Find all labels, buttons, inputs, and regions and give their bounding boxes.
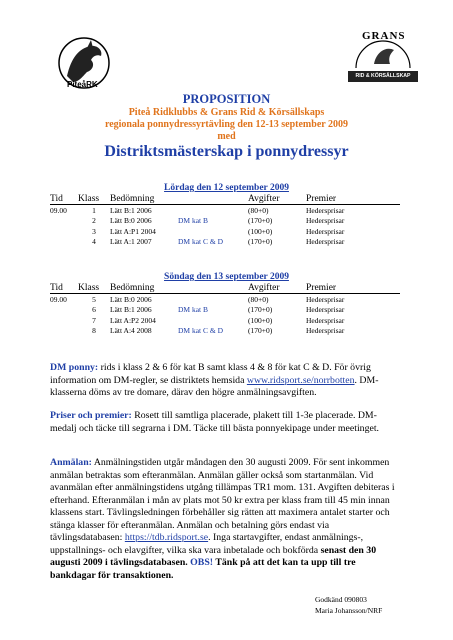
- cell-prize: Hedersprisar: [306, 205, 345, 215]
- cell-dm: DM kat C & D: [178, 326, 223, 336]
- col-premier: Premier: [306, 194, 400, 205]
- col-tid: Tid: [50, 283, 78, 294]
- table-row: [50, 315, 400, 326]
- piteark-logo-text: PiteåRK: [67, 80, 98, 89]
- piteark-logo: [57, 36, 112, 98]
- dm-link[interactable]: www.ridsport.se/norrbotten: [246, 374, 355, 386]
- signup-text-2: . Inga startavgifter, endast anmälnings-, uppstallnings- och elavgifter, vilka ska vara inbetalade och bokförda: [50, 532, 364, 556]
- table-row: [50, 205, 400, 216]
- grans-logo-subtitle: RID & KÖRSÄLLSKAP: [355, 73, 411, 79]
- table-row: [50, 305, 400, 316]
- cell-program: Lätt B:1 2006: [110, 305, 152, 315]
- header-line-2: regionala ponnydressyrtävling den 12-13 september 2009: [104, 119, 349, 130]
- signup-deadline: senast den 30 augusti 2009 i tävlingsdatabasen.: [50, 544, 377, 568]
- col-avgifter: Avgifter: [248, 283, 306, 294]
- saturday-heading: Lördag den 12 september 2009: [164, 183, 289, 193]
- cell-prize: Hedersprisar: [306, 305, 345, 315]
- cell-tid: [50, 237, 78, 248]
- table-header-row: [50, 283, 400, 294]
- header-line-3: med: [217, 131, 236, 142]
- header-line-1: Piteå Ridklubbs & Grans Rid & Körsällskaps: [128, 107, 325, 118]
- table-row: [50, 326, 400, 337]
- cell-klass: 8: [92, 326, 96, 336]
- tdb-link[interactable]: https://tdb.ridsport.se: [124, 532, 209, 543]
- cell-program: Lätt B:0 2006: [110, 216, 152, 226]
- cell-program: Lätt A:4 2008: [110, 326, 152, 336]
- cell-tid: [50, 226, 78, 237]
- col-avgifter: Avgifter: [248, 194, 306, 205]
- cell-fee: (100+0): [248, 315, 273, 325]
- dm-text-2: . DM-klasserna döms av tre domare, därav den högre anmälningsavgiften.: [50, 374, 379, 398]
- signup-label: Anmälan:: [50, 457, 92, 468]
- approval-signatory: Maria Johansson/NRF: [315, 606, 383, 615]
- signup-obs: OBS!: [187, 557, 214, 568]
- grans-logo: [344, 28, 422, 86]
- col-bedomning: Bedömning: [110, 283, 178, 294]
- table-row: [50, 294, 400, 305]
- proposition-title: PROPOSITION: [182, 92, 271, 106]
- col-dm: [178, 283, 248, 294]
- grans-logo-title: GRANS: [362, 30, 406, 42]
- cell-fee: (80+0): [248, 205, 269, 215]
- table-row: [50, 237, 400, 248]
- cell-dm: DM kat B: [178, 216, 208, 226]
- cell-klass: 3: [92, 226, 96, 236]
- signup-bank-note: Tänk på att det kan ta upp till tre bankdagar för transaktionen.: [50, 557, 356, 581]
- dm-text-1: rids i klass 2 & 6 för kat B samt klass 4 & 8 för kat C & D. För övrig information om DM-regler, se distriktets hemsida: [50, 362, 371, 386]
- cell-tid: [50, 326, 78, 337]
- cell-klass: 4: [92, 237, 96, 247]
- cell-prize: Hedersprisar: [306, 237, 345, 247]
- cell-fee: (170+0): [248, 237, 273, 247]
- cell-prize: Hedersprisar: [306, 216, 345, 226]
- col-tid: Tid: [50, 194, 78, 205]
- signup-text-1: Anmälningstiden utgår måndagen den 30 augusti 2009. För sent inkommen anmälan betraktas som efteranmälan. Anmälan gäller också som startanmälan. Vid avanmälan efter anmälningstidens utgång tillämpas TR1 mom. 131. Avgiften debiteras i efterhand. Efteranmälan i mån av plats mot 50 kr extra per klass fram till 45 min innan klassens start. Tävlingsledningen förbehåller sig rätten att maximera antalet starter och stänga klasser för efteranmälan. Anmälan och betalning görs endast via tävlingsdatabasen:: [50, 457, 395, 543]
- cell-fee: (80+0): [248, 294, 269, 304]
- cell-klass: 6: [92, 305, 96, 315]
- approval-date: Godkänd 090803: [315, 595, 367, 604]
- cell-program: Lätt A:P2 2004: [110, 315, 156, 325]
- cell-dm: DM kat B: [178, 305, 208, 315]
- cell-program: Lätt A:1 2007: [110, 237, 152, 247]
- cell-dm: [178, 294, 248, 305]
- prizes-text: Rosett till samtliga placerade, plakett till 1-3e placerade. DM-medalj och täcke till segrarna i DM. Täcke till bästa ponnyekipage under meetinget.: [50, 410, 379, 434]
- dm-label: DM ponny:: [50, 362, 99, 373]
- dm-paragraph: [50, 362, 402, 400]
- table-row: [50, 226, 400, 237]
- cell-program: Lätt B:1 2006: [110, 205, 152, 215]
- cell-tid: 09.00: [50, 294, 67, 304]
- cell-prize: Hedersprisar: [306, 226, 345, 236]
- cell-tid: [50, 305, 78, 316]
- cell-prize: Hedersprisar: [306, 294, 345, 304]
- prizes-label: Priser och premier:: [50, 410, 132, 421]
- cell-fee: (170+0): [248, 216, 273, 226]
- prizes-paragraph: [50, 410, 402, 435]
- main-title: Distriktsmästerskap i ponnydressyr: [104, 143, 349, 160]
- cell-dm: [178, 205, 248, 216]
- table-header-row: [50, 194, 400, 205]
- cell-dm: [178, 226, 248, 237]
- signup-paragraph: [50, 457, 402, 582]
- col-dm: [178, 194, 248, 205]
- cell-tid: [50, 315, 78, 326]
- cell-klass: 5: [92, 294, 96, 304]
- cell-tid: 09.00: [50, 205, 67, 215]
- cell-prize: Hedersprisar: [306, 326, 345, 336]
- cell-tid: [50, 216, 78, 227]
- cell-prize: Hedersprisar: [306, 315, 345, 325]
- sunday-schedule-table: [50, 283, 400, 336]
- col-premier: Premier: [306, 283, 400, 294]
- col-bedomning: Bedömning: [110, 194, 178, 205]
- cell-klass: 7: [92, 315, 96, 325]
- col-klass: Klass: [78, 283, 110, 294]
- cell-program: Lätt B:0 2006: [110, 294, 152, 304]
- cell-klass: 1: [92, 205, 96, 215]
- cell-program: Lätt A:P1 2004: [110, 226, 156, 236]
- cell-fee: (170+0): [248, 305, 273, 315]
- col-klass: Klass: [78, 194, 110, 205]
- saturday-schedule-table: [50, 194, 400, 247]
- cell-fee: (170+0): [248, 326, 273, 336]
- cell-dm: DM kat C & D: [178, 237, 223, 247]
- cell-fee: (100+0): [248, 226, 273, 236]
- sunday-heading: Söndag den 13 september 2009: [164, 272, 289, 282]
- cell-dm: [178, 315, 248, 326]
- table-row: [50, 216, 400, 227]
- cell-klass: 2: [92, 216, 96, 226]
